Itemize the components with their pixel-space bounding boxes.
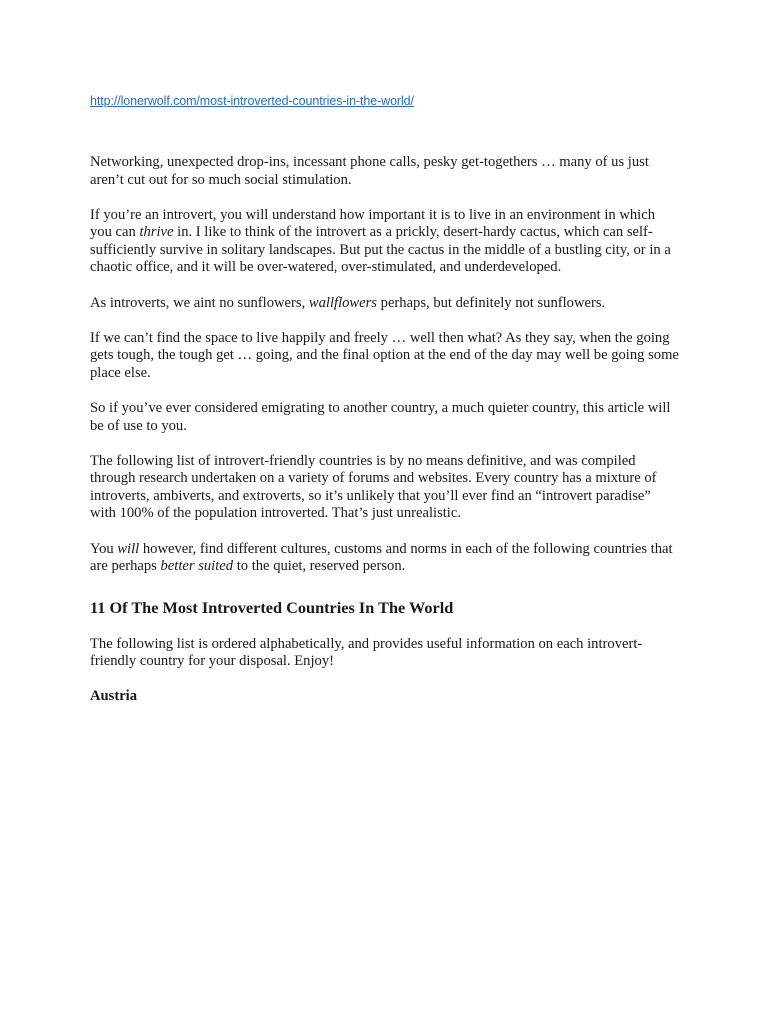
paragraph-emigrating: So if you’ve ever considered emigrating to another country, a much quieter country, this article will be of use to you.: [90, 399, 671, 434]
paragraph-thrive: [90, 207, 680, 277]
paragraph-wallflowers: [90, 295, 680, 313]
paragraph-text: As introverts, we aint no sunflowers,: [90, 294, 309, 311]
emphasis-text: thrive: [139, 224, 174, 241]
paragraph-cultures: [90, 541, 680, 576]
emphasis-text: better suited: [160, 558, 234, 575]
section-heading: 11 Of The Most Introverted Countries In The World: [90, 597, 454, 617]
paragraph-text: You: [90, 540, 118, 557]
paragraph-going: If we can’t find the space to live happily and freely … well then what? As they say, when the going gets tough, the tough get … going, and the final option at the end of the day may well be going some place else.: [90, 329, 679, 381]
paragraph-text: If you’re an introvert, you will understand how important it is to live in an environment in which you can: [90, 206, 655, 241]
intro-paragraph: Networking, unexpected drop-ins, incessant phone calls, pesky get-togethers … many of us just aren’t cut out for so much social stimulation.: [90, 154, 649, 188]
paragraph-text: in. I like to think of the introvert as a prickly, desert-hardy cactus, which can self-sufficiently survive in solitary landscapes. But put the cactus in the middle of a bustling city, or in a chaotic office, and it will be over-watered, over-stimulated, and underdeveloped.: [90, 224, 671, 276]
paragraph-list-method: The following list of introvert-friendly countries is by no means definitive, and was compiled through research undertaken on a variety of forums and websites. Every country has a mixture of introverts, ambiverts, and extroverts, so it’s unlikely that you’ll ever find an “introvert paradise” with 100% of the population introverted. That’s just unrealistic.: [90, 452, 657, 522]
emphasis-text: will: [117, 540, 140, 557]
list-intro-paragraph: The following list is ordered alphabetically, and provides useful information on each introvert-friendly country for your disposal. Enjoy!: [90, 635, 643, 670]
paragraph-text: perhaps, but definitely not sunflowers.: [377, 294, 606, 311]
paragraph-text: to the quiet, reserved person.: [233, 558, 406, 575]
paragraph-text: however, find different cultures, customs and norms in each of the following countries that are perhaps: [90, 540, 673, 575]
document-page: [90, 92, 680, 723]
country-heading-austria: Austria: [90, 688, 138, 705]
emphasis-text: wallflowers: [308, 294, 377, 311]
source-url-link[interactable]: http://lonerwolf.com/most-introverted-countries-in-the-world/: [90, 94, 414, 108]
